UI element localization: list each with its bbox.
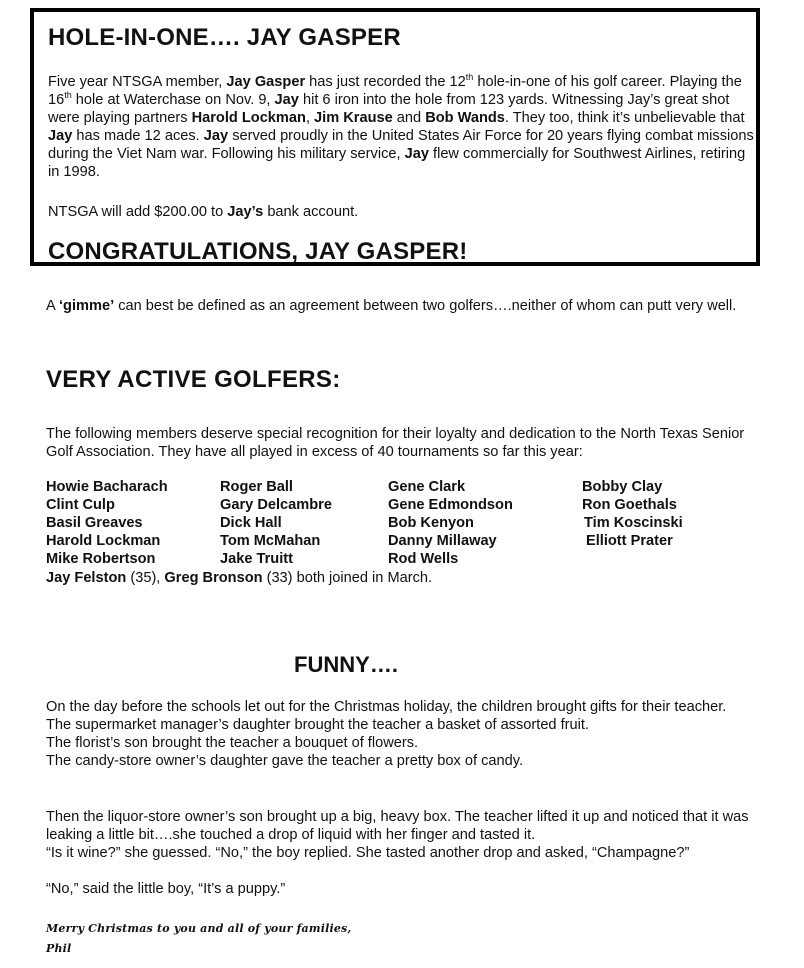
gimme-word: ‘gimme’ (58, 298, 115, 314)
golfer-row (46, 497, 746, 515)
golfer-row (46, 515, 746, 533)
golfer-name: Bobby Clay (582, 479, 663, 495)
golfer-name: Elliott Prater (586, 533, 673, 549)
story-line: On the day before the schools let out for the Christmas holiday, the children brought gifts for their teacher. (46, 699, 727, 715)
golfer-row (46, 551, 746, 569)
story-name: Jay (404, 146, 429, 162)
congratulations-heading: CONGRATULATIONS, JAY GASPER! (48, 238, 468, 265)
partner-name: Jim Krause (314, 110, 393, 126)
new-member-text: (33) both joined in March. (262, 570, 433, 586)
golfer-name: Tom McMahan (220, 533, 321, 549)
golfer-name: Rod Wells (388, 551, 459, 567)
golfer-name: Basil Greaves (46, 515, 143, 531)
hole-in-one-box (30, 8, 760, 266)
note-name: Jay’s (227, 204, 264, 220)
signature-name: Phil (46, 942, 72, 955)
story-line: Then the liquor-store owner’s son brought up a big, heavy box. The teacher lifted it up and noticed that it was leaking a little bit….she touched a drop of liquid with her finger and tasted it. (46, 809, 749, 843)
golfer-row (46, 533, 746, 551)
story-text: served proudly in the United States Air Force for 20 years flying combat missions during the Viet Nam war. Following his military service, (48, 128, 754, 162)
golfer-name: Harold Lockman (46, 533, 161, 549)
new-member-name: Greg Bronson (164, 570, 263, 586)
golfer-name: Roger Ball (220, 479, 293, 495)
story-name: Jay Gasper (226, 74, 306, 90)
active-golfers-list (46, 479, 746, 569)
signature (46, 919, 351, 959)
golfer-name: Gary Delcambre (220, 497, 332, 513)
bank-note (48, 203, 358, 221)
story-line: The florist’s son brought the teacher a bouquet of flowers. (46, 735, 419, 751)
joke-text: can best be defined as an agreement between two golfers….neither of whom can putt very well. (114, 298, 737, 314)
funny-heading (0, 652, 804, 678)
story-line: The supermarket manager’s daughter brought the teacher a basket of assorted fruit. (46, 717, 589, 733)
ordinal-suffix: th (465, 72, 474, 83)
new-member-text: (35), (126, 570, 165, 586)
golfer-name: Mike Robertson (46, 551, 156, 567)
story-text: has just recorded the 12 (305, 74, 466, 90)
story-line: “Is it wine?” she guessed. “No,” the boy replied. She tasted another drop and asked, “Champagne?” (46, 845, 690, 861)
note-text: NTSGA will add $200.00 to (48, 204, 228, 220)
golfer-name: Danny Millaway (388, 533, 497, 549)
joke-text: A (46, 298, 59, 314)
story-name: Jay (48, 128, 73, 144)
golfer-name: Ron Goethals (582, 497, 677, 513)
golfer-name: Gene Edmondson (388, 497, 513, 513)
partner-name: Harold Lockman (191, 110, 306, 126)
story-name: Jay (274, 92, 299, 108)
funny-punchline: “No,” said the little boy, “It’s a puppy.” (46, 881, 286, 897)
story-text: hole at Waterchase on Nov. 9, (71, 92, 275, 108)
golfer-row (46, 479, 746, 497)
partner-name: Bob Wands (425, 110, 505, 126)
funny-heading-text: FUNNY…. (294, 652, 398, 677)
hole-in-one-title: HOLE-IN-ONE…. JAY GASPER (48, 24, 401, 51)
new-members-note (46, 569, 432, 587)
story-text: flew commercially for Southwest Airlines, retiring in 1998. (48, 146, 746, 180)
funny-story-part2 (46, 808, 766, 862)
story-text: , (305, 110, 315, 126)
story-line: The candy-store owner’s daughter gave the teacher a pretty box of candy. (46, 753, 524, 769)
signature-greeting: Merry Christmas to you and all of your families, (46, 922, 352, 935)
golfer-name: Tim Koscinski (584, 515, 683, 531)
story-text: . They too, think it’s unbelievable that (504, 110, 745, 126)
new-member-name: Jay Felston (46, 570, 127, 586)
golfer-name: Howie Bacharach (46, 479, 168, 495)
golfer-name: Clint Culp (46, 497, 115, 513)
ordinal-suffix: th (64, 90, 72, 101)
story-text: has made 12 aces. (72, 128, 204, 144)
golfer-name: Bob Kenyon (388, 515, 474, 531)
active-golfers-heading: VERY ACTIVE GOLFERS: (46, 366, 341, 393)
story-text: Five year NTSGA member, (48, 74, 227, 90)
story-text: hole-in-one of his golf career. Playing the 16 (48, 74, 742, 108)
story-name: Jay (203, 128, 229, 144)
gimme-joke (46, 297, 766, 315)
golfer-name: Jake Truitt (220, 551, 293, 567)
active-golfers-intro: The following members deserve special recognition for their loyalty and dedication to the North Texas Senior Golf Association. They have all played in excess of 40 tournaments so far this year: (46, 426, 745, 460)
golfer-name: Gene Clark (388, 479, 466, 495)
story-text: and (392, 110, 426, 126)
note-text: bank account. (263, 204, 359, 220)
funny-story-part1 (46, 698, 766, 770)
story-text: hit 6 iron into the hole from 123 yards. Witnessing Jay’s great shot were playing partners (48, 92, 730, 126)
golfer-name: Dick Hall (220, 515, 282, 531)
hole-in-one-story (48, 73, 758, 181)
